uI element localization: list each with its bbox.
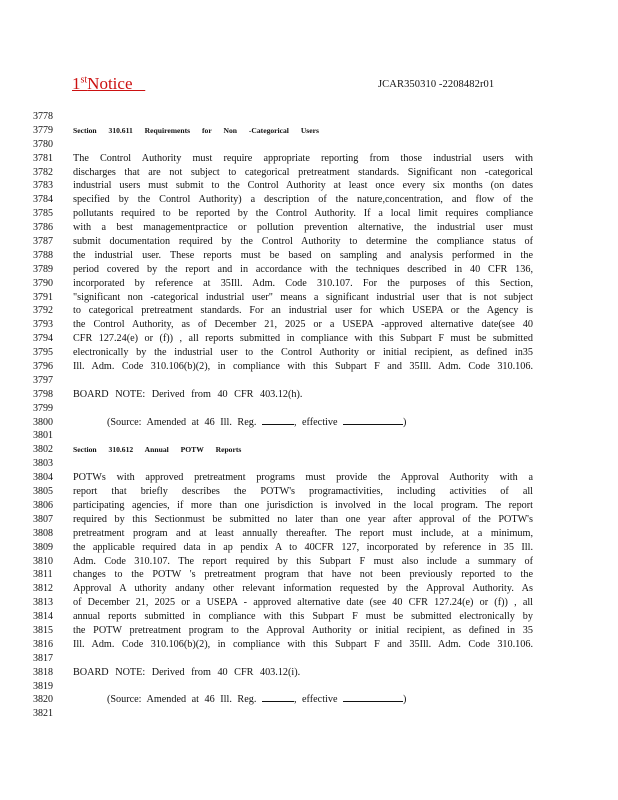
body-text-line: "significant non -categorical industrial user" means a significant industrial user that is not subject: [73, 291, 533, 303]
body-text-line: annual reports submitted in compliance with this Subpart F must be submitted electronically by: [73, 611, 533, 623]
register-number-blank: [262, 416, 294, 425]
numbered-line: [0, 624, 618, 638]
line-number: 3816: [33, 638, 53, 650]
numbered-line: [0, 596, 618, 610]
numbered-line: [0, 374, 618, 388]
numbered-line: [0, 457, 618, 471]
body-text-line: industrial users must submit to the Control Authority at least once every six months (on dates: [73, 180, 533, 192]
line-number: 3809: [33, 541, 53, 553]
effective-label: , effective: [293, 694, 338, 706]
numbered-line: [0, 582, 618, 596]
line-number: 3784: [33, 194, 53, 206]
numbered-line: [0, 485, 618, 499]
line-number: 3812: [33, 583, 53, 595]
numbered-line: [0, 263, 618, 277]
body-text-line: the POTW pretreatment program to the Approval Authority or initial recipient, as defined in 35: [73, 624, 533, 636]
numbered-line: [0, 652, 618, 666]
line-number: 3814: [33, 611, 53, 623]
line-number: 3790: [33, 277, 53, 289]
line-number: 3799: [33, 402, 53, 414]
line-number: 3785: [33, 208, 53, 220]
numbered-line: [0, 138, 618, 152]
body-text-line: discharges that are not subject to categorical pretreatment standards. Significant non -categorical: [73, 166, 533, 178]
numbered-line: [0, 680, 618, 694]
line-number: 3797: [33, 374, 53, 386]
source-text: (Source: Amended at 46 Ill. Reg.: [107, 694, 257, 706]
body-text-line: Approval A uthority andany other relevant information requested by the Approval Authority. As: [73, 583, 533, 595]
effective-date-blank: [343, 416, 403, 425]
numbered-line: [0, 638, 618, 652]
body-text-line: of December 21, 2025 or a USEPA - approved alternative date (see 40 CFR 127.24(e) or (f)) , all: [73, 597, 533, 609]
numbered-line: [0, 416, 618, 430]
numbered-line: [0, 193, 618, 207]
line-number: 3778: [33, 111, 53, 122]
body-text-line: POTWs with approved pretreatment programs must provide the Approval Authority with a: [73, 472, 533, 484]
line-number: 3796: [33, 361, 53, 373]
line-number: 3795: [33, 347, 53, 359]
line-number: 3804: [33, 472, 53, 484]
numbered-line: [0, 471, 618, 485]
numbered-line: [0, 707, 618, 721]
numbered-line: [0, 332, 618, 346]
body-text-line: incorporated by reference at 35Ill. Adm. Code 310.107. For the purposes of this Section,: [73, 277, 533, 289]
numbered-line: [0, 318, 618, 332]
source-note: [107, 693, 527, 707]
line-number: 3802: [33, 444, 53, 456]
body-text-line: submit documentation required by the Control Authority to determine the compliance status of: [73, 236, 533, 248]
numbered-line: [0, 693, 618, 707]
numbered-line: [0, 124, 618, 138]
body-text-line: electronically by the industrial user to the Control Authority or initial recipient, as defined in35: [73, 347, 533, 359]
numbered-line: [0, 513, 618, 527]
rule-text-body: [0, 110, 618, 721]
line-number: 3808: [33, 527, 53, 539]
source-text: (Source: Amended at 46 Ill. Reg.: [107, 416, 257, 428]
line-number: 3780: [33, 138, 53, 150]
numbered-line: [0, 527, 618, 541]
numbered-line: [0, 568, 618, 582]
line-number: 3793: [33, 319, 53, 331]
body-text-line: Ill. Adm. Code 310.106(b)(2), in compliance with this Subpart F and 35Ill. Adm. Code 310.106.: [73, 361, 533, 373]
line-number: 3803: [33, 458, 53, 470]
notice-label: 1stNotice: [72, 74, 133, 93]
numbered-line: [0, 610, 618, 624]
board-note: BOARD NOTE: Derived from 40 CFR 403.12(i).: [73, 666, 301, 678]
line-number: 3791: [33, 291, 53, 303]
effective-label: , effective: [293, 416, 338, 428]
section-heading: Section 310.612 Annual POTW Reports: [73, 445, 242, 455]
body-text-line: pollutants required to be reported by the Control Authority. If a local limit requires compliance: [73, 208, 533, 220]
body-text-line: the applicable required data in ap pendix A to 40CFR 127, incorporated by reference in 35 Ill.: [73, 541, 533, 553]
line-number: 3811: [33, 569, 53, 581]
line-number: 3782: [33, 166, 53, 178]
line-number: 3781: [33, 152, 53, 164]
numbered-line: [0, 666, 618, 680]
line-number: 3789: [33, 263, 53, 275]
line-number: 3786: [33, 222, 53, 234]
numbered-line: [0, 402, 618, 416]
line-number: 3779: [33, 124, 53, 136]
line-number: 3820: [33, 694, 53, 706]
body-text-line: required by this Sectionmust be submitted no later than one year after approval of the POTW's: [73, 513, 533, 525]
line-number: 3792: [33, 305, 53, 317]
numbered-line: [0, 360, 618, 374]
numbered-line: [0, 346, 618, 360]
line-number: 3798: [33, 388, 53, 400]
closing-paren: ): [403, 694, 407, 706]
line-number: 3818: [33, 666, 53, 678]
line-number: 3800: [33, 416, 53, 428]
line-number: 3819: [33, 680, 53, 692]
body-text-line: report that briefly describes the POTW's programactivities, including activities of all: [73, 486, 533, 498]
line-number: 3788: [33, 249, 53, 261]
numbered-line: [0, 277, 618, 291]
body-text-line: Ill. Adm. Code 310.106(b)(2), in compliance with this Subpart F and 35Ill. Adm. Code 310.106.: [73, 638, 533, 650]
numbered-line: [0, 291, 618, 305]
numbered-line: [0, 499, 618, 513]
effective-date-blank: [343, 693, 403, 702]
line-number: 3783: [33, 180, 53, 192]
numbered-line: [0, 179, 618, 193]
register-number-blank: [262, 693, 294, 702]
numbered-line: [0, 221, 618, 235]
line-number: 3794: [33, 333, 53, 345]
numbered-line: [0, 443, 618, 457]
numbered-line: [0, 152, 618, 166]
source-note: [107, 416, 527, 430]
body-text-line: Adm. Code 310.107. The report required by this Subpart F must also include a summary of: [73, 555, 533, 567]
body-text-line: participating agencies, if more than one jurisdiction is involved in the local program. The report: [73, 499, 533, 511]
section-heading: Section 310.611 Requirements for Non -Categorical Users: [73, 125, 319, 135]
closing-paren: ): [403, 416, 407, 428]
body-text-line: to categorical pretreatment standards. For an industrial user for which USEPA or the Agency is: [73, 305, 533, 317]
numbered-line: [0, 429, 618, 443]
line-number: 3810: [33, 555, 53, 567]
document-header: [72, 74, 552, 96]
numbered-line: [0, 235, 618, 249]
numbered-line: [0, 110, 618, 124]
line-number: 3815: [33, 624, 53, 636]
line-number: 3801: [33, 430, 53, 442]
line-number: 3817: [33, 652, 53, 664]
numbered-line: [0, 388, 618, 402]
line-number: 3807: [33, 513, 53, 525]
body-text-line: pretreatment program and at least annually thereafter. The report must include, at a minimum,: [73, 527, 533, 539]
numbered-line: [0, 249, 618, 263]
numbered-line: [0, 166, 618, 180]
numbered-line: [0, 207, 618, 221]
numbered-line: [0, 555, 618, 569]
body-text-line: changes to the POTW 's pretreatment program that have not been previously reported to the: [73, 569, 533, 581]
numbered-line: [0, 541, 618, 555]
line-number: 3813: [33, 597, 53, 609]
line-number: 3806: [33, 499, 53, 511]
body-text-line: the Control Authority, as of December 21, 2025 or a USEPA -approved alternative date(see 40: [73, 319, 533, 331]
document-id: JCAR350310 -2208482r01: [378, 79, 495, 90]
body-text-line: period covered by the report and in accordance with the techniques described in 40 CFR 136,: [73, 263, 533, 275]
body-text-line: The Control Authority must require appropriate reporting from those industrial users with: [73, 152, 533, 164]
line-number: 3821: [33, 708, 53, 720]
line-number: 3805: [33, 486, 53, 498]
numbered-line: [0, 304, 618, 318]
body-text-line: specified by the Control Authority) a description of the nature,concentration, and flow of the: [73, 194, 533, 206]
line-number: 3787: [33, 236, 53, 248]
body-text-line: CFR 127.24(e) or (f)) , all reports submitted in compliance with this Subpart F must be submitted: [73, 333, 533, 345]
board-note: BOARD NOTE: Derived from 40 CFR 403.12(h).: [73, 388, 303, 400]
body-text-line: the industrial user. These reports must be based on sampling and analysis performed in the: [73, 249, 533, 261]
body-text-line: with a best managementpractice or pollution prevention alternative, the industrial user must: [73, 222, 533, 234]
